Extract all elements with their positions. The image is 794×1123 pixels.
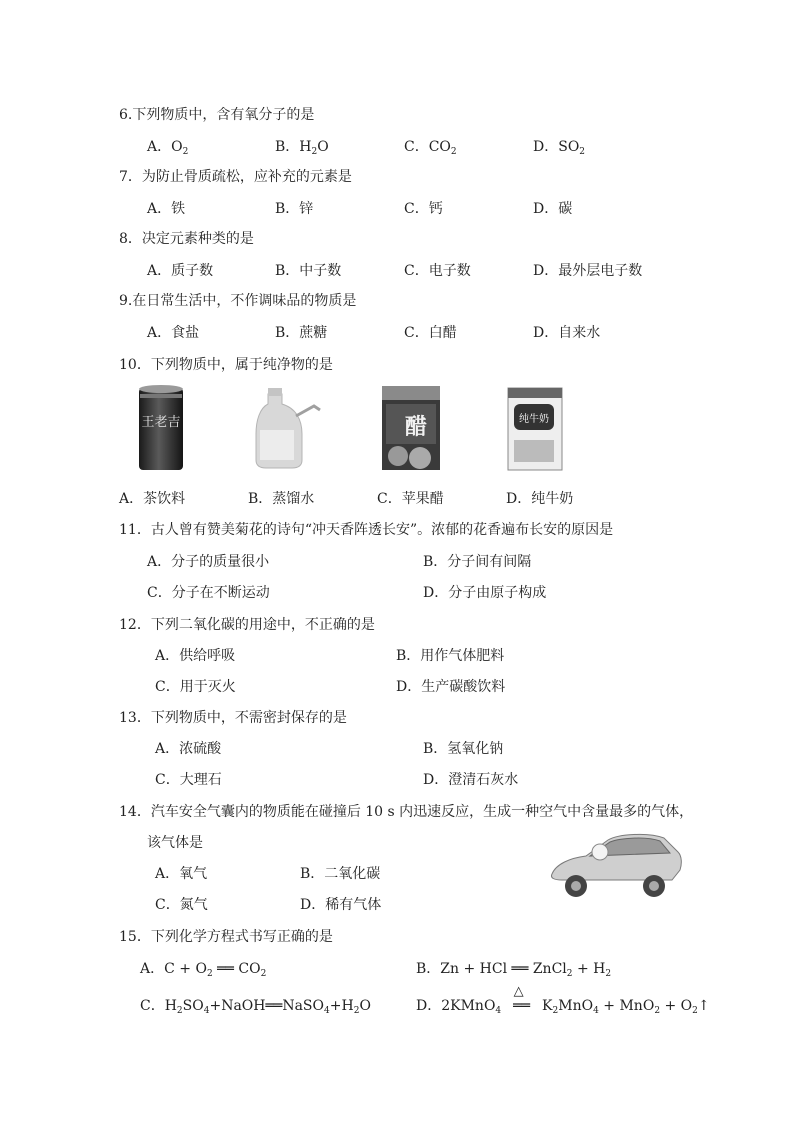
q11-option-c: C．分子在不断运动 bbox=[147, 585, 270, 601]
question-9-stem: 9.在日常生活中，不作调味品的物质是 bbox=[119, 293, 357, 309]
question-12-stem: 12．下列二氧化碳的用途中，不正确的是 bbox=[119, 617, 375, 633]
question-13-stem: 13．下列物质中，不需密封保存的是 bbox=[119, 710, 347, 726]
milk-box-image bbox=[506, 386, 564, 472]
q10-option-d: D．纯牛奶 bbox=[506, 491, 574, 507]
car-airbag-image bbox=[546, 826, 684, 906]
q10-option-a: A．茶饮料 bbox=[119, 491, 186, 507]
q15-option-b: B．Zn + HCl ══ ZnCl$_2$ + $H_2$ bbox=[416, 961, 612, 979]
q8-option-c: C．电子数 bbox=[404, 263, 471, 279]
q7-option-d: D．碳 bbox=[533, 201, 573, 217]
question-11-stem: 11．古人曾有赞美菊花的诗句“冲天香阵透长安”。浓郁的花香遍布长安的原因是 bbox=[119, 522, 614, 538]
distilled-water-bottle-image bbox=[246, 386, 324, 470]
q8-option-a: A．质子数 bbox=[147, 263, 214, 279]
q10-option-c: C．苹果醋 bbox=[377, 491, 444, 507]
question-15-stem: 15．下列化学方程式书写正确的是 bbox=[119, 929, 333, 945]
apple-vinegar-box-image bbox=[380, 384, 442, 472]
q12-option-c: C．用于灭火 bbox=[155, 679, 236, 695]
tea-drink-can-image bbox=[138, 384, 184, 472]
question-8-stem: 8．决定元素种类的是 bbox=[119, 231, 254, 247]
question-10-stem: 10．下列物质中，属于纯净物的是 bbox=[119, 357, 333, 373]
question-7-stem: 7．为防止骨质疏松，应补充的元素是 bbox=[119, 169, 352, 185]
q10-option-b: B．蒸馏水 bbox=[248, 491, 315, 507]
vinegar-label: 醋 bbox=[404, 414, 428, 440]
q13-option-c: C．大理石 bbox=[155, 772, 222, 788]
q14-option-b: B．二氧化碳 bbox=[300, 866, 381, 882]
q7-option-c: C．钙 bbox=[404, 201, 443, 217]
question-6-stem: 6.下列物质中，含有氧分子的是 bbox=[119, 107, 315, 123]
q12-option-a: A．供给呼吸 bbox=[155, 648, 236, 664]
q9-option-a: A．食盐 bbox=[147, 325, 200, 341]
q15-option-a: A．$C + O_2$ ══ $CO_2$ bbox=[140, 961, 267, 979]
q11-option-a: A．分子的质量很小 bbox=[147, 554, 270, 570]
q8-option-d: D．最外层电子数 bbox=[533, 263, 643, 279]
q15-option-d: D．2KMnO$_4$ △ ══ $K_2MnO_4 + MnO_2$ + $O_2↑$ bbox=[416, 984, 710, 1016]
q13-option-b: B．氢氧化钠 bbox=[423, 741, 504, 757]
q6-option-c: C．$CO_2$ bbox=[404, 139, 457, 157]
milk-label: 纯牛奶 bbox=[519, 414, 549, 425]
q6-option-b: B．$H_2O$ bbox=[275, 139, 329, 157]
q8-option-b: B．中子数 bbox=[275, 263, 342, 279]
q9-option-d: D．自来水 bbox=[533, 325, 601, 341]
q7-option-b: B．锌 bbox=[275, 201, 314, 217]
q13-option-d: D．澄清石灰水 bbox=[423, 772, 519, 788]
q6-option-d: D．$SO_2$ bbox=[533, 139, 586, 157]
q15-option-c: C．$H_2SO_4+NaOH══NaSO_4+H_2O$ bbox=[140, 998, 371, 1016]
q9-option-c: C．白醋 bbox=[404, 325, 457, 341]
question-14-stem-continued: 该气体是 bbox=[147, 835, 203, 851]
q11-option-d: D．分子由原子构成 bbox=[423, 585, 547, 601]
can-label-1: 王老吉 bbox=[141, 415, 181, 430]
q12-option-b: B．用作气体肥料 bbox=[396, 648, 505, 664]
q7-option-a: A．铁 bbox=[147, 201, 186, 217]
q14-option-d: D．稀有气体 bbox=[300, 897, 382, 913]
q11-option-b: B．分子间有间隔 bbox=[423, 554, 532, 570]
q13-option-a: A．浓硫酸 bbox=[155, 741, 222, 757]
q14-option-a: A．氧气 bbox=[155, 866, 208, 882]
question-14-stem: 14．汽车安全气囊内的物质能在碰撞后 10 s 内迅速反应，生成一种空气中含量最多的气体， bbox=[119, 804, 694, 820]
q9-option-b: B．蔗糖 bbox=[275, 325, 328, 341]
q14-option-c: C．氮气 bbox=[155, 897, 208, 913]
q6-option-a: A．$O_2$ bbox=[147, 139, 189, 157]
q12-option-d: D．生产碳酸饮料 bbox=[396, 679, 506, 695]
